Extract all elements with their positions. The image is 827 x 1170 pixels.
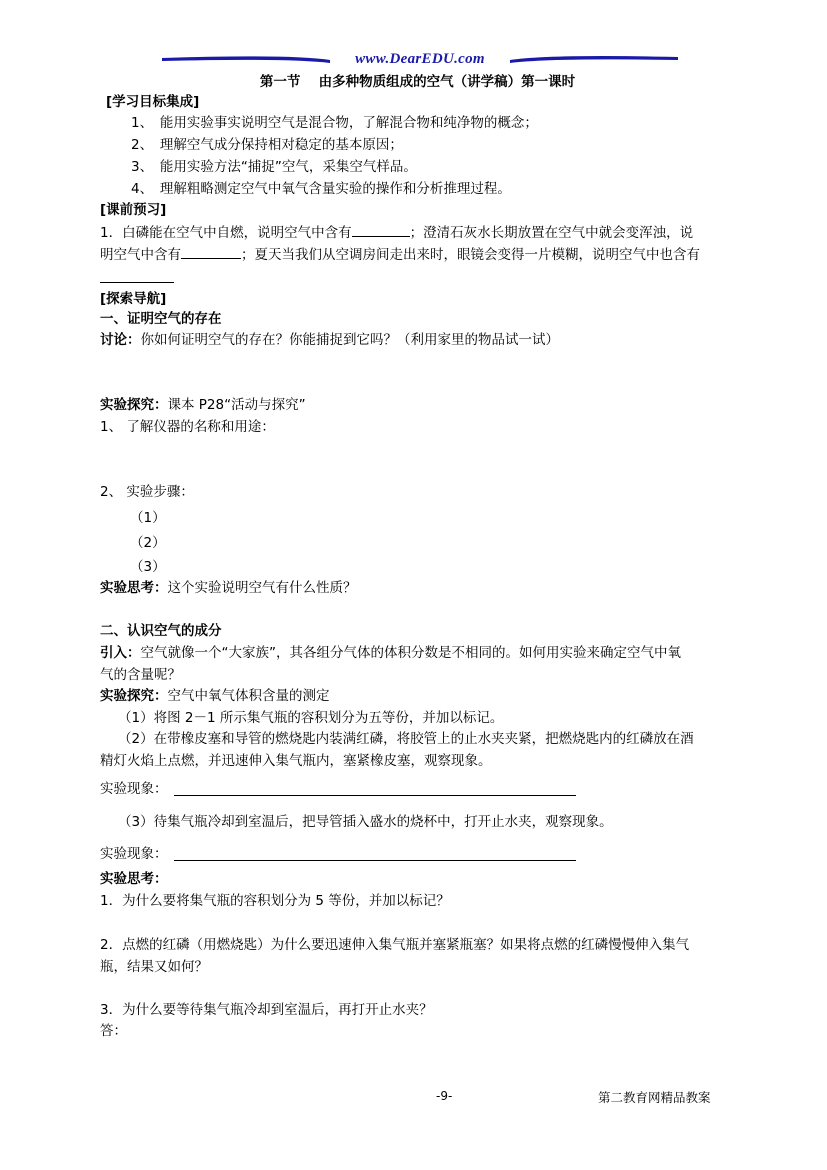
preview-q1-text-a: 1．白磷能在空气中自燃，说明空气中含有: [100, 225, 352, 241]
discuss-text: 你如何证明空气的存在？你能捕捉到它吗？（利用家里的物品试一试）: [140, 332, 559, 348]
goal-item-2: 2、 理解空气成分保持相对稳定的基本原因；: [131, 137, 403, 153]
logo-text: www.DearEDU.com: [355, 51, 485, 67]
think1-line: [100, 580, 357, 596]
preview-q1-text-d: ；夏天当我们从空调房间走出来时，眼镜会变得一片模糊，说明空气中也含有: [241, 247, 700, 263]
answer-label: 答：: [100, 1023, 127, 1039]
observation-2-answer-line[interactable]: [174, 860, 576, 861]
observation-2-label: 实验现象：: [100, 846, 168, 862]
step-2-sub-1: （1）: [130, 510, 166, 526]
observation-1-answer-line[interactable]: [174, 795, 576, 796]
question-3: 3．为什么要等待集气瓶冷却到室温后，再打开止水夹？: [100, 1002, 433, 1018]
question-2-line-2: 瓶，结果又如何？: [100, 959, 208, 975]
goals-heading: [学习目标集成]: [106, 94, 200, 110]
think1-label: 实验思考：: [100, 580, 168, 596]
procedure-2-line-1: （2）在带橡皮塞和导管的燃烧匙内装满红磷，将胶管上的止水夹夹紧，把燃烧匙内的红磷放在酒: [118, 731, 694, 747]
intro-text-1: 空气就像一个“大家族”，其各组分气体的体积分数是不相同的。如何用实验来确定空气中氧: [140, 645, 681, 661]
think2-label: 实验思考：: [100, 871, 168, 887]
preview-blank-2[interactable]: [181, 246, 241, 259]
step-1: 1、 了解仪器的名称和用途：: [100, 419, 275, 435]
step-2-sub-3: （3）: [130, 559, 166, 575]
discuss-label: 讨论：: [100, 332, 141, 348]
preview-heading: [课前预习]: [100, 202, 167, 218]
step-2-sub-2: （2）: [130, 535, 166, 551]
experiment2-text: 空气中氧气体积含量的测定: [167, 688, 330, 704]
think1-text: 这个实验说明空气有什么性质？: [167, 580, 357, 596]
preview-q1-line1: [100, 224, 693, 241]
procedure-3: （3）待集气瓶冷却到室温后，把导管插入盛水的烧杯中，打开止水夹，观察现象。: [118, 814, 613, 830]
page-title: 第一节 由多种物质组成的空气（讲学稿）第一课时: [259, 74, 576, 90]
step-2: 2、 实验步骤：: [100, 484, 194, 500]
procedure-1: （1）将图 2－1 所示集气瓶的容积划分为五等份，并加以标记。: [118, 710, 504, 726]
intro-line-2: 气的含量呢？: [100, 667, 181, 683]
experiment2-label: 实验探究：: [100, 688, 168, 704]
preview-q1-text-c: 明空气中含有: [100, 247, 181, 263]
procedure-2-line-2: 精灯火焰上点燃，并迅速伸入集气瓶内，塞紧橡皮塞，观察现象。: [100, 753, 492, 769]
preview-blank-1[interactable]: [352, 224, 410, 237]
experiment1-label: 实验探究：: [100, 397, 168, 413]
goal-item-3: 3、 能用实验方法“捕捉”空气，采集空气样品。: [131, 159, 417, 175]
intro-line-1: [100, 645, 681, 661]
intro-label: 引入：: [100, 645, 141, 661]
experiment1-line: [100, 397, 306, 413]
section2-title: 二、认识空气的成分: [100, 623, 222, 639]
preview-blank-3[interactable]: [100, 282, 174, 283]
observation-1-label: 实验现象：: [100, 781, 168, 797]
experiment1-text: 课本 P28“活动与探究”: [167, 397, 306, 413]
experiment2-line: [100, 688, 330, 704]
discuss-line: [100, 332, 559, 348]
footer-brand: 第二教育网精品教案: [598, 1090, 711, 1105]
preview-q1-text-b: ；澄清石灰水长期放置在空气中就会变浑浊，说: [409, 225, 694, 241]
question-2-line-1: 2．点燃的红磷（用燃烧匙）为什么要迅速伸入集气瓶并塞紧瓶塞？如果将点燃的红磷慢慢伸入集气: [100, 937, 690, 953]
goal-item-1: 1、 能用实验事实说明空气是混合物，了解混合物和纯净物的概念；: [131, 115, 538, 131]
page-number: -9-: [436, 1089, 453, 1103]
section1-title: 一、证明空气的存在: [100, 311, 222, 327]
preview-q1-line2: [100, 246, 700, 263]
goal-item-4: 4、 理解粗略测定空气中氧气含量实验的操作和分析推理过程。: [131, 181, 511, 197]
question-1: 1．为什么要将集气瓶的容积划分为 5 等份，并加以标记？: [100, 893, 450, 909]
site-logo-banner: [160, 50, 680, 70]
explore-heading: [探索导航]: [100, 291, 167, 307]
